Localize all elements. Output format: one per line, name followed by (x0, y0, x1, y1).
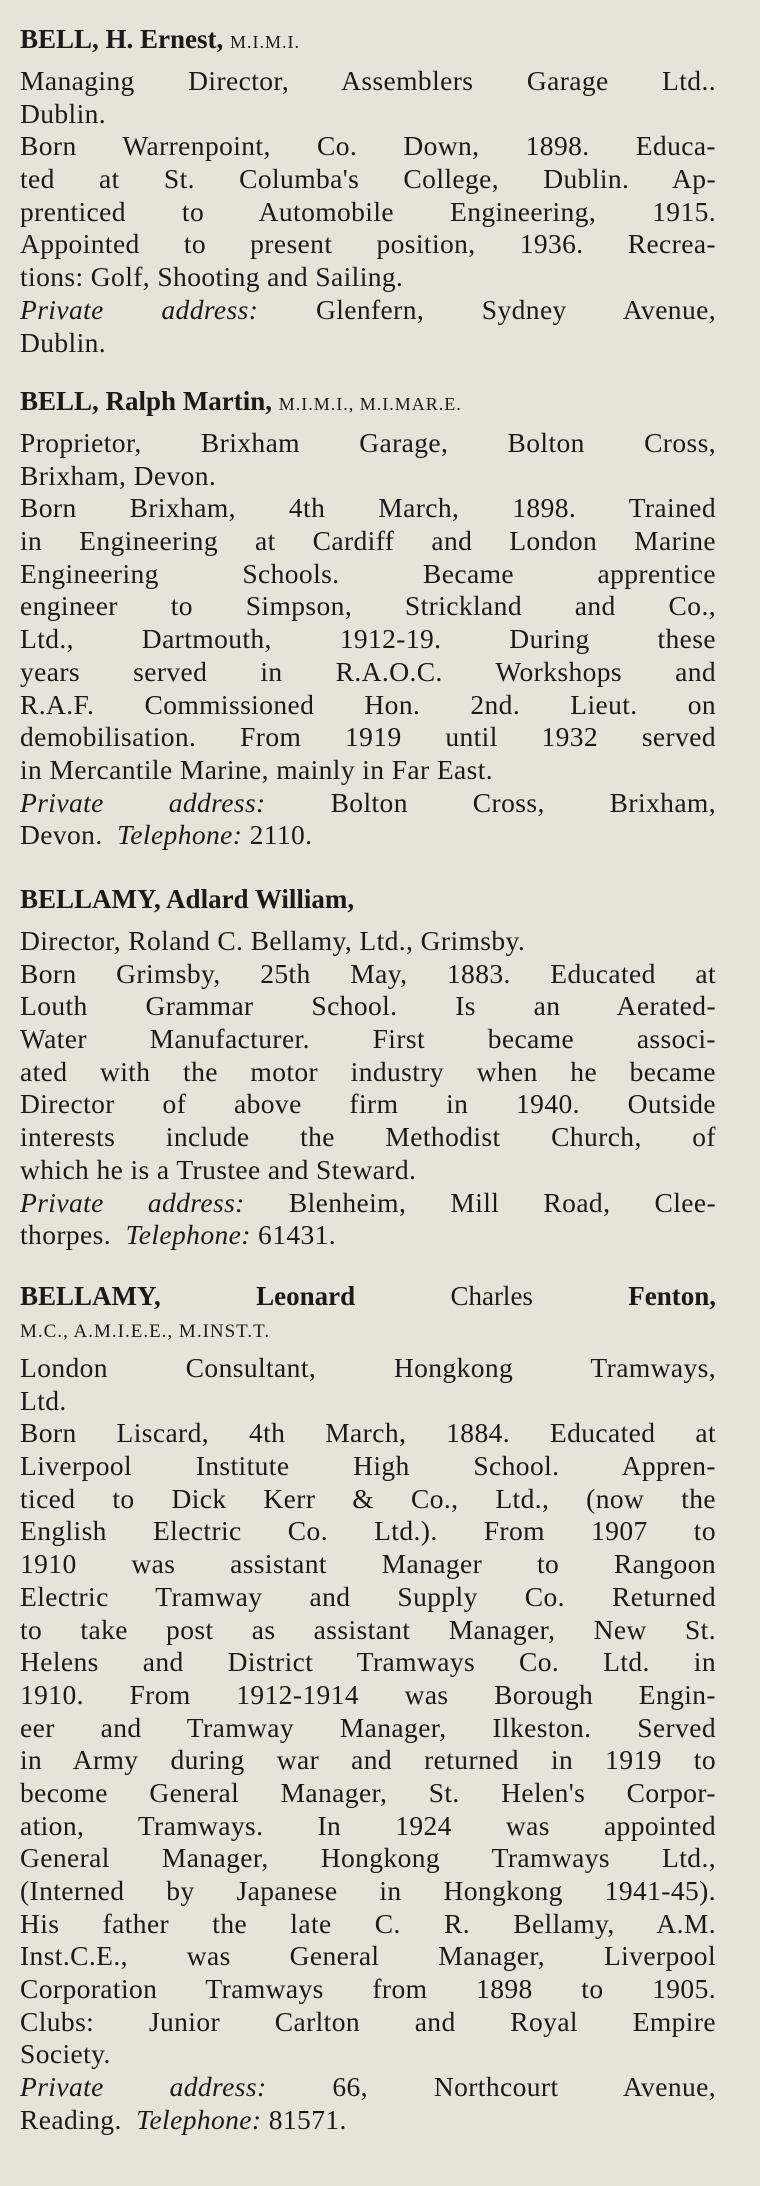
text-segment: Ltd. (20, 1384, 67, 1416)
text-segment: interests include the Methodist Church, of (20, 1121, 716, 1153)
text-segment: which he is a Trustee and Steward. (20, 1153, 417, 1185)
text-line (20, 525, 716, 558)
text-segment: R.A.F. Commissioned Hon. 2nd. Lieut. on (20, 688, 716, 720)
text-segment: years served in R.A.O.C. Workshops and (20, 655, 716, 687)
text-segment: 81571. (261, 2103, 347, 2135)
text-line (20, 1219, 716, 1252)
entry-credentials: M.I.M.I., M.I.MAR.E. (278, 394, 462, 414)
entry-heading (20, 1278, 716, 1314)
text-line (20, 460, 716, 493)
text-line (20, 1352, 716, 1385)
entry-heading (20, 881, 716, 917)
text-segment: Born Brixham, 4th March, 1898. Trained (20, 492, 716, 524)
text-line (20, 1973, 716, 2006)
text-line (20, 787, 716, 820)
text-segment: Water Manufacturer. First became associ- (20, 1023, 716, 1055)
text-line (20, 1679, 716, 1712)
field-label: Private address: (20, 786, 266, 818)
text-segment: Reading. (20, 2103, 137, 2135)
text-segment: ation, Tramways. In 1924 was appointed (20, 1809, 716, 1841)
text-line (20, 590, 716, 623)
entry-credentials: M.C., A.M.I.E.E., M.INST.T. (20, 1321, 271, 1342)
entry-bellamy-adlard-william (20, 881, 716, 1252)
entry-credentials: M.I.M.I. (230, 32, 301, 52)
text-line (20, 819, 716, 852)
field-label: Private address: (20, 2071, 267, 2103)
text-segment: Director of above firm in 1940. Outside (20, 1088, 716, 1120)
text-segment: ated with the motor industry when he became (20, 1055, 716, 1087)
field-label: Telephone: (136, 2103, 262, 2135)
text-segment: Clubs: Junior Carlton and Royal Empire (20, 2005, 716, 2037)
text-line (20, 1810, 716, 1843)
text-line (20, 2071, 716, 2104)
text-segment: eer and Tramway Manager, Ilkeston. Served (20, 1711, 716, 1743)
text-segment: 61431. (250, 1219, 337, 1251)
text-line (20, 1450, 716, 1483)
text-line (20, 1744, 716, 1777)
text-line (20, 1940, 716, 1973)
entry-bell-h-ernest (20, 21, 716, 359)
text-line (20, 1417, 716, 1450)
text-line (20, 656, 716, 689)
text-segment: ticed to Dick Kerr & Co., Ltd., (now the (20, 1482, 716, 1514)
text-line (20, 1908, 716, 1941)
text-segment: Appointed to present position, 1936. Recrea- (20, 228, 716, 260)
entry-body (20, 1352, 716, 2137)
text-segment: Engineering Schools. Became apprentice (20, 557, 716, 589)
text-line (20, 65, 716, 98)
text-line (20, 492, 716, 525)
text-segment: engineer to Simpson, Strickland and Co., (20, 590, 716, 622)
text-line (20, 925, 716, 958)
text-line (20, 1121, 716, 1154)
text-line (20, 1712, 716, 1745)
text-segment: 1910. From 1912-1914 was Borough Engin- (20, 1678, 716, 1710)
text-segment: thorpes. (20, 1219, 126, 1251)
text-line (20, 721, 716, 754)
entry-name: BELL, H. Ernest, (20, 24, 224, 54)
text-segment: demobilisation. From 1919 until 1932 served (20, 721, 716, 753)
text-segment: in Engineering at Cardiff and London Marine (20, 525, 716, 557)
text-segment: Director, Roland C. Bellamy, Ltd., Grimsby. (20, 925, 526, 956)
text-segment: Liverpool Institute High School. Appren- (20, 1450, 716, 1482)
text-segment: Glenfern, Sydney Avenue, (258, 293, 716, 325)
text-line (20, 1483, 716, 1516)
text-segment: in Army during war and returned in 1919 to (20, 1744, 716, 1776)
text-line (20, 294, 716, 327)
text-line (20, 196, 716, 229)
text-line (20, 1023, 716, 1056)
entry-heading (20, 21, 716, 57)
text-segment: Corporation Tramways from 1898 to 1905. (20, 1973, 716, 2005)
text-segment: Electric Tramway and Supply Co. Returned (20, 1580, 716, 1612)
text-line (20, 558, 716, 591)
text-segment: Dublin. (20, 326, 107, 358)
entry-body (20, 65, 716, 359)
text-line (20, 689, 716, 722)
text-segment: Devon. (20, 819, 118, 851)
text-line (20, 98, 716, 131)
entry-heading (20, 383, 716, 419)
text-segment: in Mercantile Marine, mainly in Far East. (20, 753, 494, 785)
entry-body (20, 925, 716, 1252)
text-segment: General Manager, Hongkong Tramways Ltd., (20, 1842, 716, 1874)
text-line (20, 1875, 716, 1908)
text-segment: Born Liscard, 4th March, 1884. Educated at (20, 1417, 716, 1449)
text-segment: Born Warrenpoint, Co. Down, 1898. Educa- (20, 130, 716, 162)
text-line (20, 1154, 716, 1187)
text-line (20, 623, 716, 656)
text-segment: Managing Director, Assemblers Garage Ltd.. (20, 65, 716, 96)
text-segment: London Consultant, Hongkong Tramways, (20, 1352, 716, 1383)
text-line (20, 163, 716, 196)
text-segment: Helens and District Tramways Co. Ltd. in (20, 1646, 716, 1678)
text-line (20, 754, 716, 787)
text-line (20, 2006, 716, 2039)
text-line (20, 1777, 716, 1810)
text-segment: Dublin. (20, 97, 107, 129)
text-segment: Bolton Cross, Brixham, (265, 786, 716, 818)
text-line (20, 2038, 716, 2071)
entry-bell-ralph-martin (20, 383, 716, 852)
text-line (20, 2104, 716, 2137)
text-segment: Ltd., Dartmouth, 1912-19. During these (20, 623, 716, 655)
text-segment: 66, Northcourt Avenue, (266, 2071, 716, 2103)
text-segment: His father the late C. R. Bellamy, A.M. (20, 1907, 716, 1939)
text-segment: Brixham, Devon. (20, 459, 217, 491)
text-segment: Louth Grammar School. Is an Aerated- (20, 990, 716, 1022)
entry-name-middle: Charles (450, 1281, 533, 1311)
text-segment: 1910 was assistant Manager to Rangoon (20, 1548, 716, 1580)
text-segment: Proprietor, Brixham Garage, Bolton Cross, (20, 427, 716, 458)
text-segment: 2110. (242, 819, 313, 851)
entry-name-last: Fenton, (628, 1281, 717, 1311)
text-segment: Born Grimsby, 25th May, 1883. Educated at (20, 957, 716, 989)
field-label: Telephone: (117, 819, 243, 851)
text-segment: Inst.C.E., was General Manager, Liverpool (20, 1940, 716, 1972)
text-line (20, 1842, 716, 1875)
text-line (20, 1646, 716, 1679)
text-segment: (Interned by Japanese in Hongkong 1941-45). (20, 1875, 716, 1906)
text-line (20, 427, 716, 460)
text-segment: to take post as assistant Manager, New St. (20, 1613, 716, 1645)
text-segment: Blenheim, Mill Road, Clee- (244, 1186, 716, 1218)
field-label: Telephone: (125, 1219, 251, 1251)
field-label: Private address: (20, 293, 259, 325)
text-line (20, 1548, 716, 1581)
text-line (20, 1614, 716, 1647)
text-line (20, 1385, 716, 1418)
text-segment: ted at St. Columba's College, Dublin. Ap- (20, 163, 716, 195)
entry-name: BELL, Ralph Martin, (20, 386, 273, 416)
text-line (20, 1187, 716, 1220)
entry-name: BELLAMY, Leonard (20, 1281, 356, 1311)
text-line (20, 1056, 716, 1089)
entry-bellamy-leonard-charles-fenton (20, 1278, 716, 2137)
text-line (20, 261, 716, 294)
text-line (20, 990, 716, 1023)
entry-name: BELLAMY, Adlard William, (20, 884, 355, 914)
text-segment: become General Manager, St. Helen's Corpor- (20, 1776, 716, 1808)
text-line (20, 958, 716, 991)
text-line (20, 228, 716, 261)
text-line (20, 1581, 716, 1614)
text-segment: tions: Golf, Shooting and Sailing. (20, 261, 404, 293)
entry-body (20, 427, 716, 852)
text-line (20, 130, 716, 163)
text-segment: prenticed to Automobile Engineering, 1915. (20, 195, 716, 227)
field-label: Private address: (20, 1186, 245, 1218)
text-segment: Society. (20, 2038, 111, 2070)
text-segment: English Electric Co. Ltd.). From 1907 to (20, 1515, 716, 1547)
text-line (20, 327, 716, 360)
text-line (20, 1088, 716, 1121)
text-line (20, 1515, 716, 1548)
